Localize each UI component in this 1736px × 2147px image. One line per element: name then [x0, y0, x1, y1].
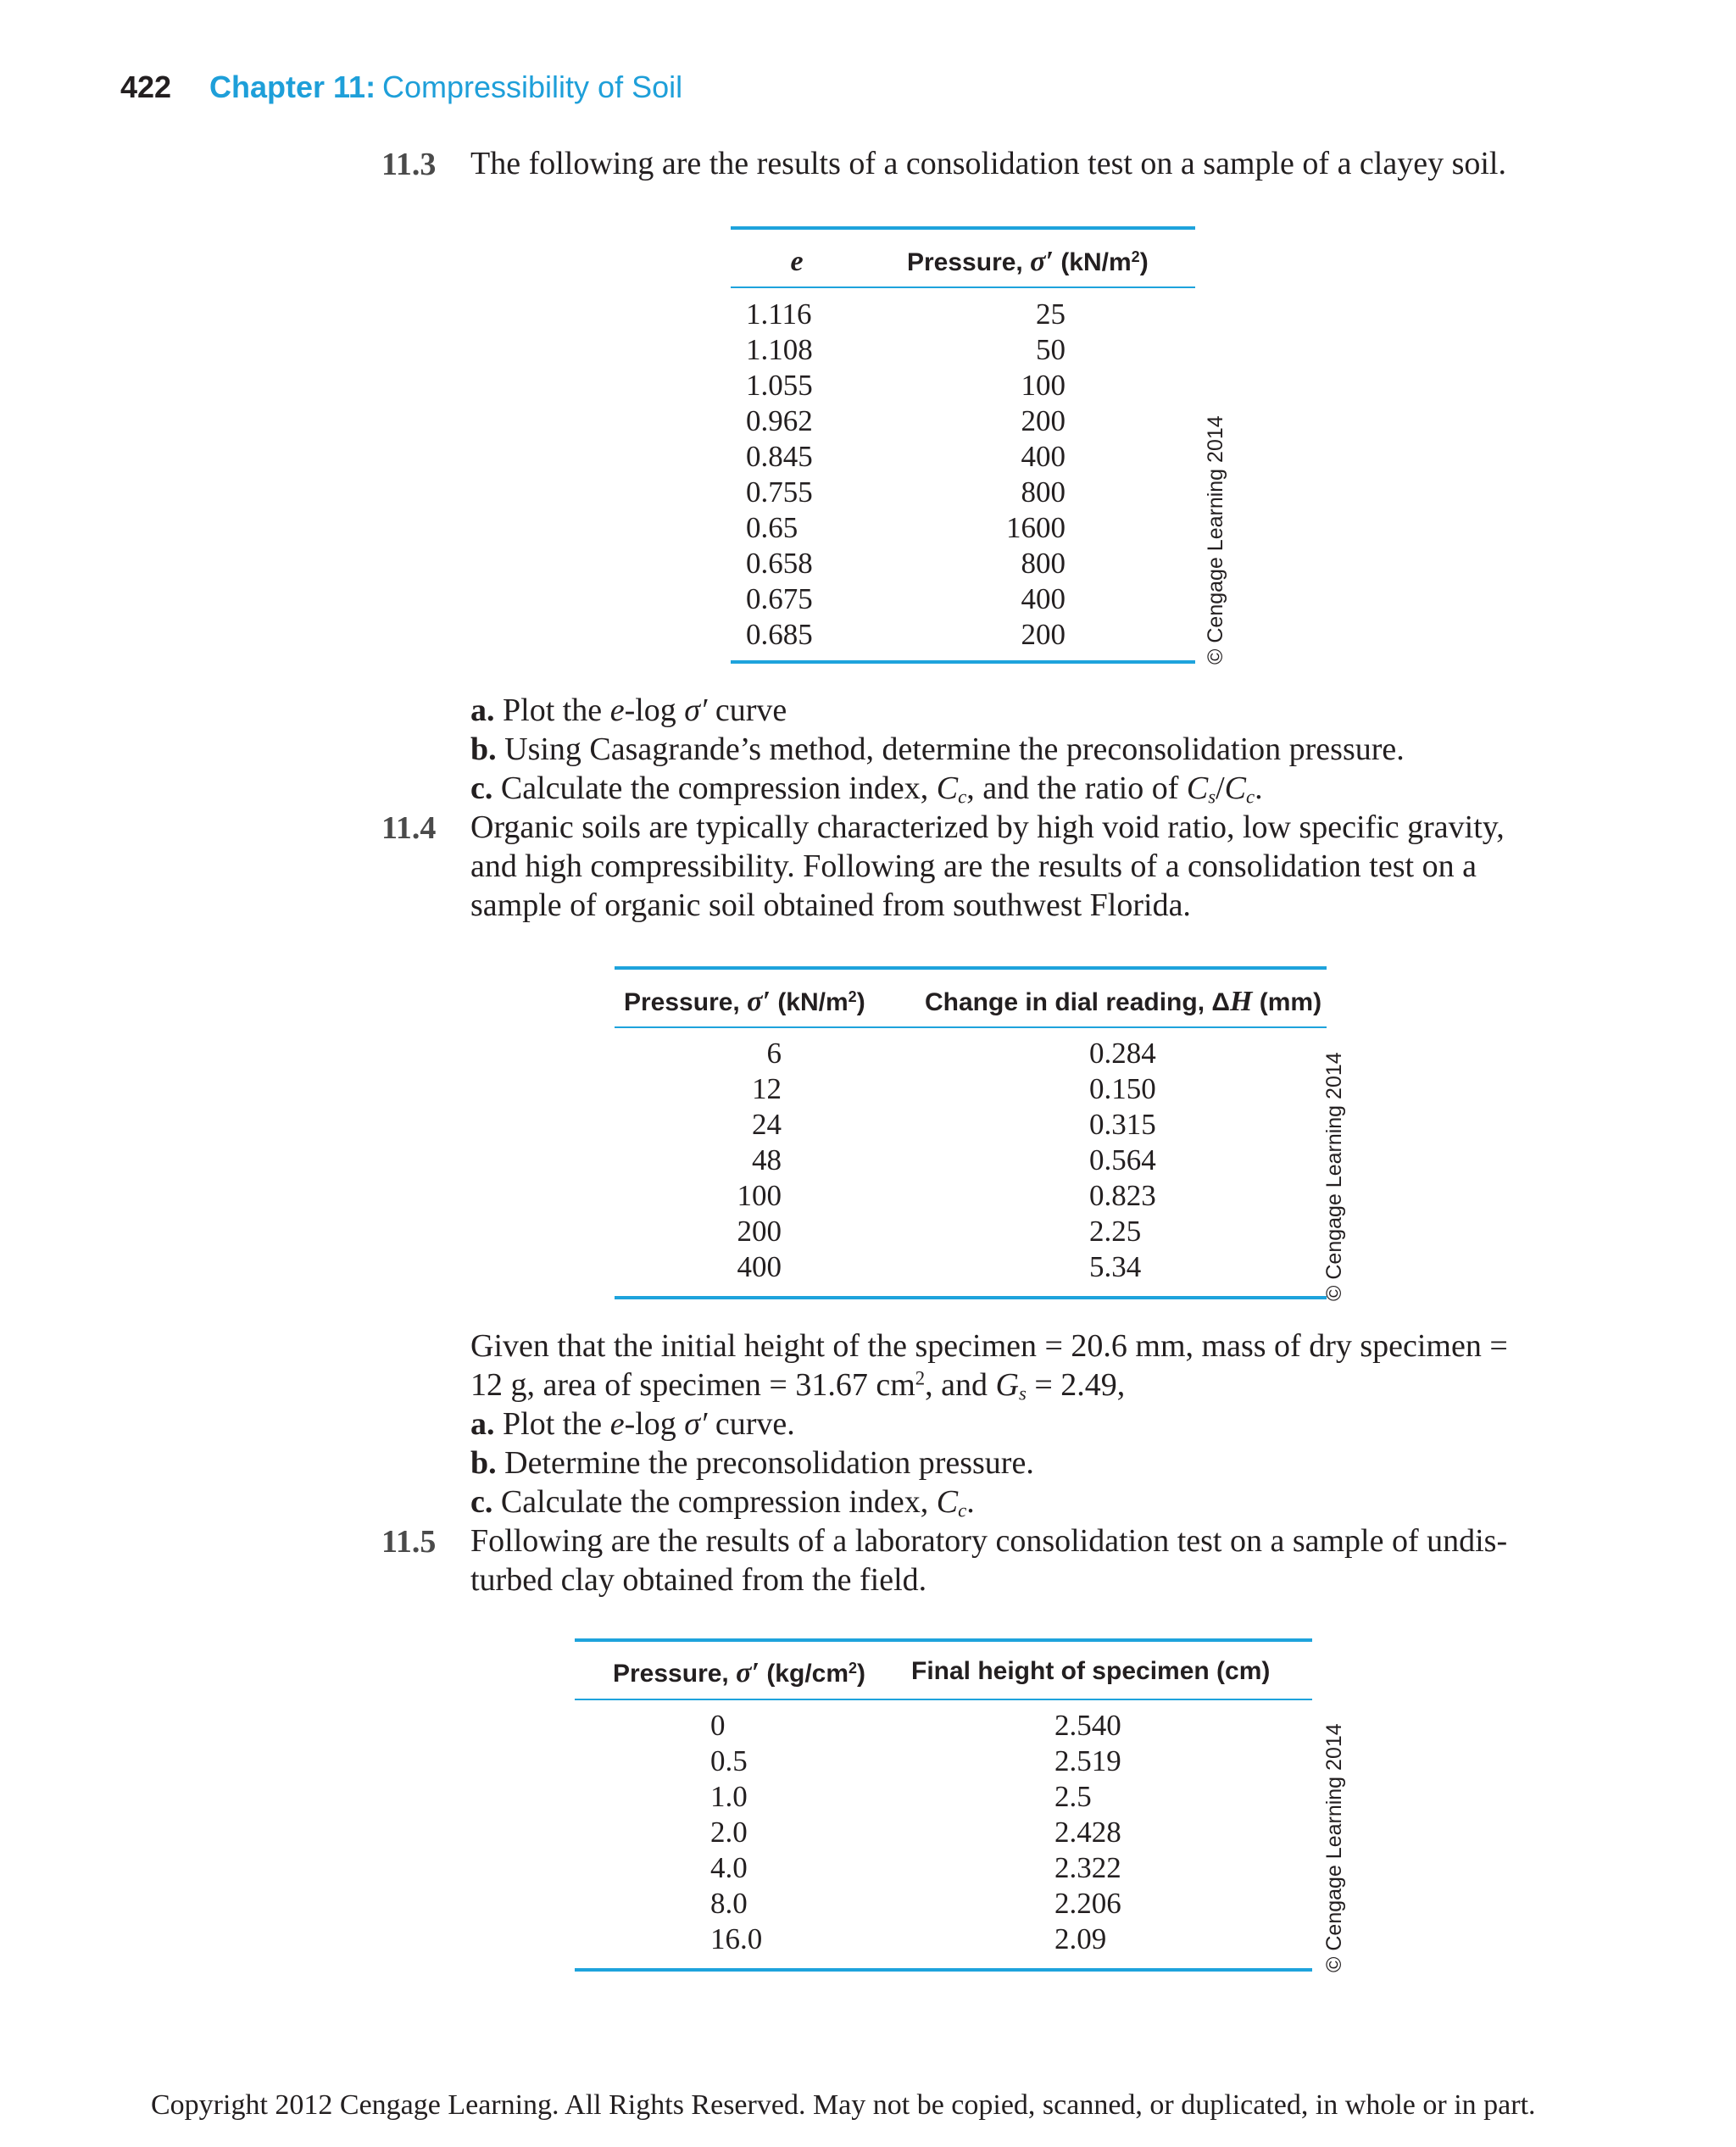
problem-11-5-line-1: Following are the results of a laboratory consolidation test on a sample of undis- [470, 1523, 1508, 1559]
table-11-3-e-column [746, 297, 831, 653]
table-cell: 0 [710, 1709, 726, 1742]
table-cell: 2.519 [1054, 1744, 1121, 1777]
table-cell: 800 [1021, 476, 1066, 509]
table-bottom-rule [731, 660, 1195, 664]
table-cell: 50 [1036, 333, 1066, 366]
table-cell: 8.0 [710, 1887, 748, 1920]
table-cell: 2.0 [710, 1816, 748, 1849]
problem-11-4-part-b: b. Determine the preconsolidation pressure. [470, 1445, 1034, 1481]
image-credit: © Cengage Learning 2014 [1322, 1723, 1346, 1972]
table-cell: 2.5 [1054, 1780, 1092, 1813]
table-cell: 0.5 [710, 1744, 748, 1777]
table-top-rule [615, 966, 1327, 970]
table-cell: 100 [737, 1179, 782, 1212]
table-cell: 0.685 [746, 618, 813, 651]
table-cell: 12 [752, 1072, 782, 1105]
image-credit: © Cengage Learning 2014 [1204, 415, 1227, 665]
table-cell: 0.284 [1089, 1037, 1156, 1070]
table-11-5-header-pressure: Pressure, σ′ $(kg/cm^2)$ [613, 1657, 866, 1688]
table-cell: 2.25 [1089, 1215, 1142, 1248]
problem-11-4-line-3: sample of organic soil obtained from southwest Florida. [470, 887, 1191, 923]
table-cell: 2.428 [1054, 1816, 1121, 1849]
table-cell: 0.658 [746, 547, 813, 580]
table-cell: 1.0 [710, 1780, 748, 1813]
table-cell: 6 [766, 1037, 782, 1070]
table-cell: 25 [1036, 298, 1066, 331]
table-cell: 2.540 [1054, 1709, 1121, 1742]
table-cell: 400 [737, 1250, 782, 1283]
problem-11-4-given-2: 12 g, area of specimen = 31.67 $cm^2$, and $G_s = 2.49$, [470, 1367, 1126, 1404]
table-cell: 400 [1021, 582, 1066, 615]
table-header-rule [731, 286, 1195, 288]
table-11-4-dial-column [1089, 1036, 1191, 1285]
problem-11-3-part-b: b. Using Casagrande’s method, determine the preconsolidation pressure. [470, 731, 1405, 767]
problem-11-3-part-a: a. Plot the e-log σ′ curve [470, 692, 787, 728]
table-cell: 4.0 [710, 1851, 748, 1884]
table-top-rule [731, 226, 1195, 230]
table-cell: 0.150 [1089, 1072, 1156, 1105]
table-11-5-height-column [1054, 1708, 1156, 1957]
problem-11-5-line-2: turbed clay obtained from the field. [470, 1562, 927, 1598]
table-bottom-rule [615, 1296, 1327, 1299]
table-cell: 1.116 [746, 298, 812, 331]
table-11-3-header-pressure: Pressure, σ′ $(kN/m^2)$ [907, 246, 1149, 277]
table-cell: 0.755 [746, 476, 813, 509]
problem-11-4-number: 11.4 [381, 810, 437, 846]
table-cell: 2.206 [1054, 1887, 1121, 1920]
problem-11-3-part-c: c. Calculate the compression index, $C_c$, and the ratio of $C_s/C_c$. [470, 770, 1263, 808]
problem-11-4-part-c: c. Calculate the compression index, $C_c$. [470, 1484, 975, 1521]
problem-11-4-line-1: Organic soils are typically characterized by high void ratio, low specific gravity, [470, 809, 1505, 845]
table-cell: 0.845 [746, 440, 813, 473]
copyright-footer: Copyright 2012 Cengage Learning. All Rights Reserved. May not be copied, scanned, or duplicated, in whole or in part. [151, 2089, 1536, 2121]
problem-11-4-line-2: and high compressibility. Following are the results of a consolidation test on a [470, 848, 1477, 884]
table-header-rule [615, 1026, 1327, 1028]
table-header-rule [575, 1699, 1312, 1700]
problem-11-5-number: 11.5 [381, 1524, 437, 1560]
table-cell: 0.564 [1089, 1143, 1156, 1176]
table-cell: 200 [1021, 618, 1066, 651]
chapter-label: Chapter 11: [209, 70, 376, 104]
page-number: 422 [120, 70, 172, 104]
table-cell: 5.34 [1089, 1250, 1142, 1283]
table-11-3-pressure-column [975, 297, 1066, 653]
table-cell: 48 [752, 1143, 782, 1176]
table-11-5-pressure-column [710, 1708, 804, 1957]
table-cell: 1.055 [746, 369, 813, 402]
problem-11-3-number: 11.3 [381, 147, 437, 182]
table-11-3-header-e: e [790, 246, 804, 277]
table-cell: 1.108 [746, 333, 813, 366]
table-top-rule [575, 1638, 1312, 1642]
table-cell: 0.823 [1089, 1179, 1156, 1212]
image-credit: © Cengage Learning 2014 [1322, 1052, 1346, 1301]
table-11-4-header-pressure: Pressure, σ′ $(kN/m^2)$ [624, 986, 865, 1017]
problem-11-4-part-a: a. Plot the e-log σ′ curve. [470, 1406, 795, 1442]
chapter-title: Compressibility of Soil [382, 70, 683, 104]
table-cell: 0.675 [746, 582, 813, 615]
table-cell: 100 [1021, 369, 1066, 402]
table-cell: 0.315 [1089, 1108, 1156, 1141]
problem-11-4-given-1: Given that the initial height of the specimen = 20.6 mm, mass of dry specimen = [470, 1328, 1508, 1364]
table-11-5-header-height: Final height of specimen (cm) [911, 1657, 1271, 1685]
table-cell: 2.322 [1054, 1851, 1121, 1884]
table-11-4-header-dial: Change in dial reading, ΔH (mm) [925, 986, 1322, 1017]
table-11-4-pressure-column [712, 1036, 782, 1285]
table-bottom-rule [575, 1968, 1312, 1972]
table-cell: 24 [752, 1108, 782, 1141]
table-cell: 200 [1021, 404, 1066, 437]
table-cell: 400 [1021, 440, 1066, 473]
table-cell: 0.65 [746, 511, 798, 544]
table-cell: 1600 [1006, 511, 1066, 544]
table-cell: 0.962 [746, 404, 813, 437]
table-cell: 2.09 [1054, 1922, 1107, 1955]
table-cell: 16.0 [710, 1922, 763, 1955]
table-cell: 800 [1021, 547, 1066, 580]
table-cell: 200 [737, 1215, 782, 1248]
problem-11-3-intro: The following are the results of a consolidation test on a sample of a clayey soil. [470, 146, 1506, 181]
